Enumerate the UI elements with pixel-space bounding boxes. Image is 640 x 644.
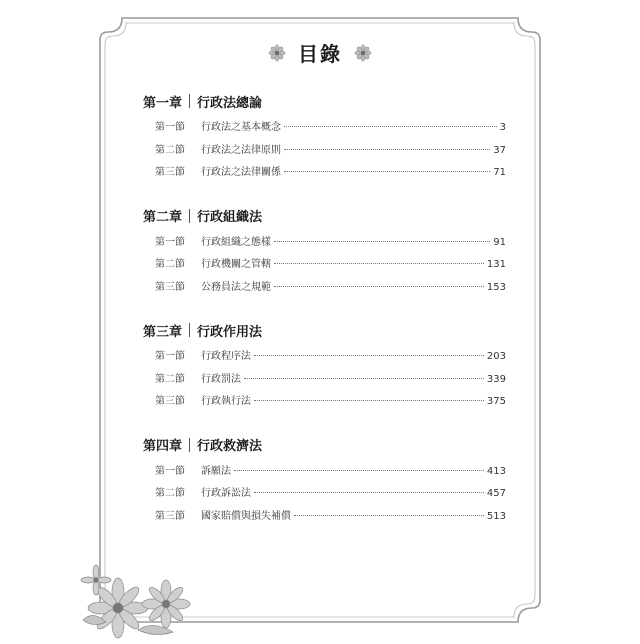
section-label: 第三節 [155, 281, 185, 293]
toc-entry[interactable] [143, 233, 506, 256]
chapter-2 [143, 205, 506, 301]
section-title: 行政組織之態樣 [201, 236, 271, 248]
dot-leader [234, 469, 484, 471]
toc-entry[interactable] [143, 484, 506, 507]
page-number: 3 [499, 122, 506, 133]
section-label: 第一節 [155, 122, 185, 133]
chapter-heading [143, 434, 506, 456]
section-label: 第三節 [155, 167, 185, 178]
section-label: 第二節 [155, 259, 185, 270]
flower-icon [354, 44, 372, 62]
toc-entry[interactable] [143, 255, 506, 278]
section-label: 第一節 [155, 465, 185, 477]
dot-leader [254, 354, 484, 356]
dot-leader [244, 377, 484, 379]
chapter-divider [189, 323, 190, 337]
chapter-4 [143, 434, 506, 530]
chapter-heading [143, 90, 506, 112]
section-label: 第三節 [155, 510, 185, 522]
section-label: 第二節 [155, 373, 185, 385]
flower-icon [268, 44, 286, 62]
chapter-divider [189, 94, 190, 108]
section-title: 行政執行法 [201, 396, 251, 407]
chapter-title: 行政組織法 [197, 210, 263, 225]
chapter-label: 第四章 [143, 439, 183, 454]
section-title: 行政訴訟法 [201, 488, 251, 499]
page-number: 375 [486, 396, 506, 407]
section-label: 第一節 [155, 351, 185, 362]
page-title: 目錄 [298, 42, 342, 66]
dot-leader [284, 148, 490, 150]
section-title: 行政法之法律關係 [201, 167, 281, 178]
title-row [0, 38, 640, 67]
chapter-heading [143, 205, 506, 227]
toc-entry[interactable] [143, 347, 506, 370]
page-number: 457 [486, 488, 506, 499]
dot-leader [294, 514, 484, 516]
toc-entry[interactable] [143, 163, 506, 186]
chapter-3 [143, 319, 506, 415]
chapter-divider [189, 438, 190, 452]
toc-entry[interactable] [143, 278, 506, 301]
section-title: 行政機關之管轄 [201, 259, 271, 270]
flower-decoration [78, 560, 208, 644]
section-label: 第二節 [155, 144, 185, 156]
chapter-label: 第三章 [143, 324, 183, 340]
section-title: 行政法之基本概念 [201, 122, 281, 133]
chapter-title: 行政作用法 [197, 324, 263, 340]
page-number: 37 [493, 144, 506, 156]
section-title: 行政罰法 [201, 373, 241, 385]
dot-leader [274, 285, 484, 287]
dot-leader [284, 125, 497, 127]
page-number: 513 [486, 510, 506, 522]
page-number: 71 [493, 167, 506, 178]
page-number: 413 [486, 465, 506, 477]
page-number: 203 [486, 351, 506, 362]
chapter-label: 第二章 [143, 210, 183, 225]
page-number: 91 [493, 236, 506, 248]
section-title: 行政法之法律原則 [201, 144, 281, 156]
toc-entry[interactable] [143, 507, 506, 530]
section-label: 第一節 [155, 236, 185, 248]
section-title: 國家賠償與損失補償 [201, 510, 291, 522]
dot-leader [274, 240, 490, 242]
section-label: 第二節 [155, 488, 185, 499]
dot-leader [254, 399, 484, 401]
page-number: 339 [486, 373, 506, 385]
dot-leader [254, 491, 484, 493]
dot-leader [284, 170, 490, 172]
chapter-divider [189, 209, 190, 223]
section-title: 行政程序法 [201, 351, 251, 362]
chapter-1 [143, 90, 506, 186]
chapter-heading [143, 319, 506, 341]
page-number: 153 [486, 281, 506, 293]
chapter-label: 第一章 [143, 95, 183, 111]
section-label: 第三節 [155, 396, 185, 407]
toc-entry[interactable] [143, 370, 506, 393]
chapter-title: 行政法總論 [197, 95, 263, 111]
toc-entry[interactable] [143, 462, 506, 485]
chapter-title: 行政救濟法 [197, 439, 263, 454]
toc-entry[interactable] [143, 141, 506, 164]
toc-entry[interactable] [143, 118, 506, 141]
section-title: 公務員法之規範 [201, 281, 271, 293]
section-title: 訴願法 [201, 465, 231, 477]
dot-leader [274, 262, 484, 264]
page-number: 131 [486, 259, 506, 270]
table-of-contents [143, 90, 506, 548]
toc-entry[interactable] [143, 392, 506, 415]
